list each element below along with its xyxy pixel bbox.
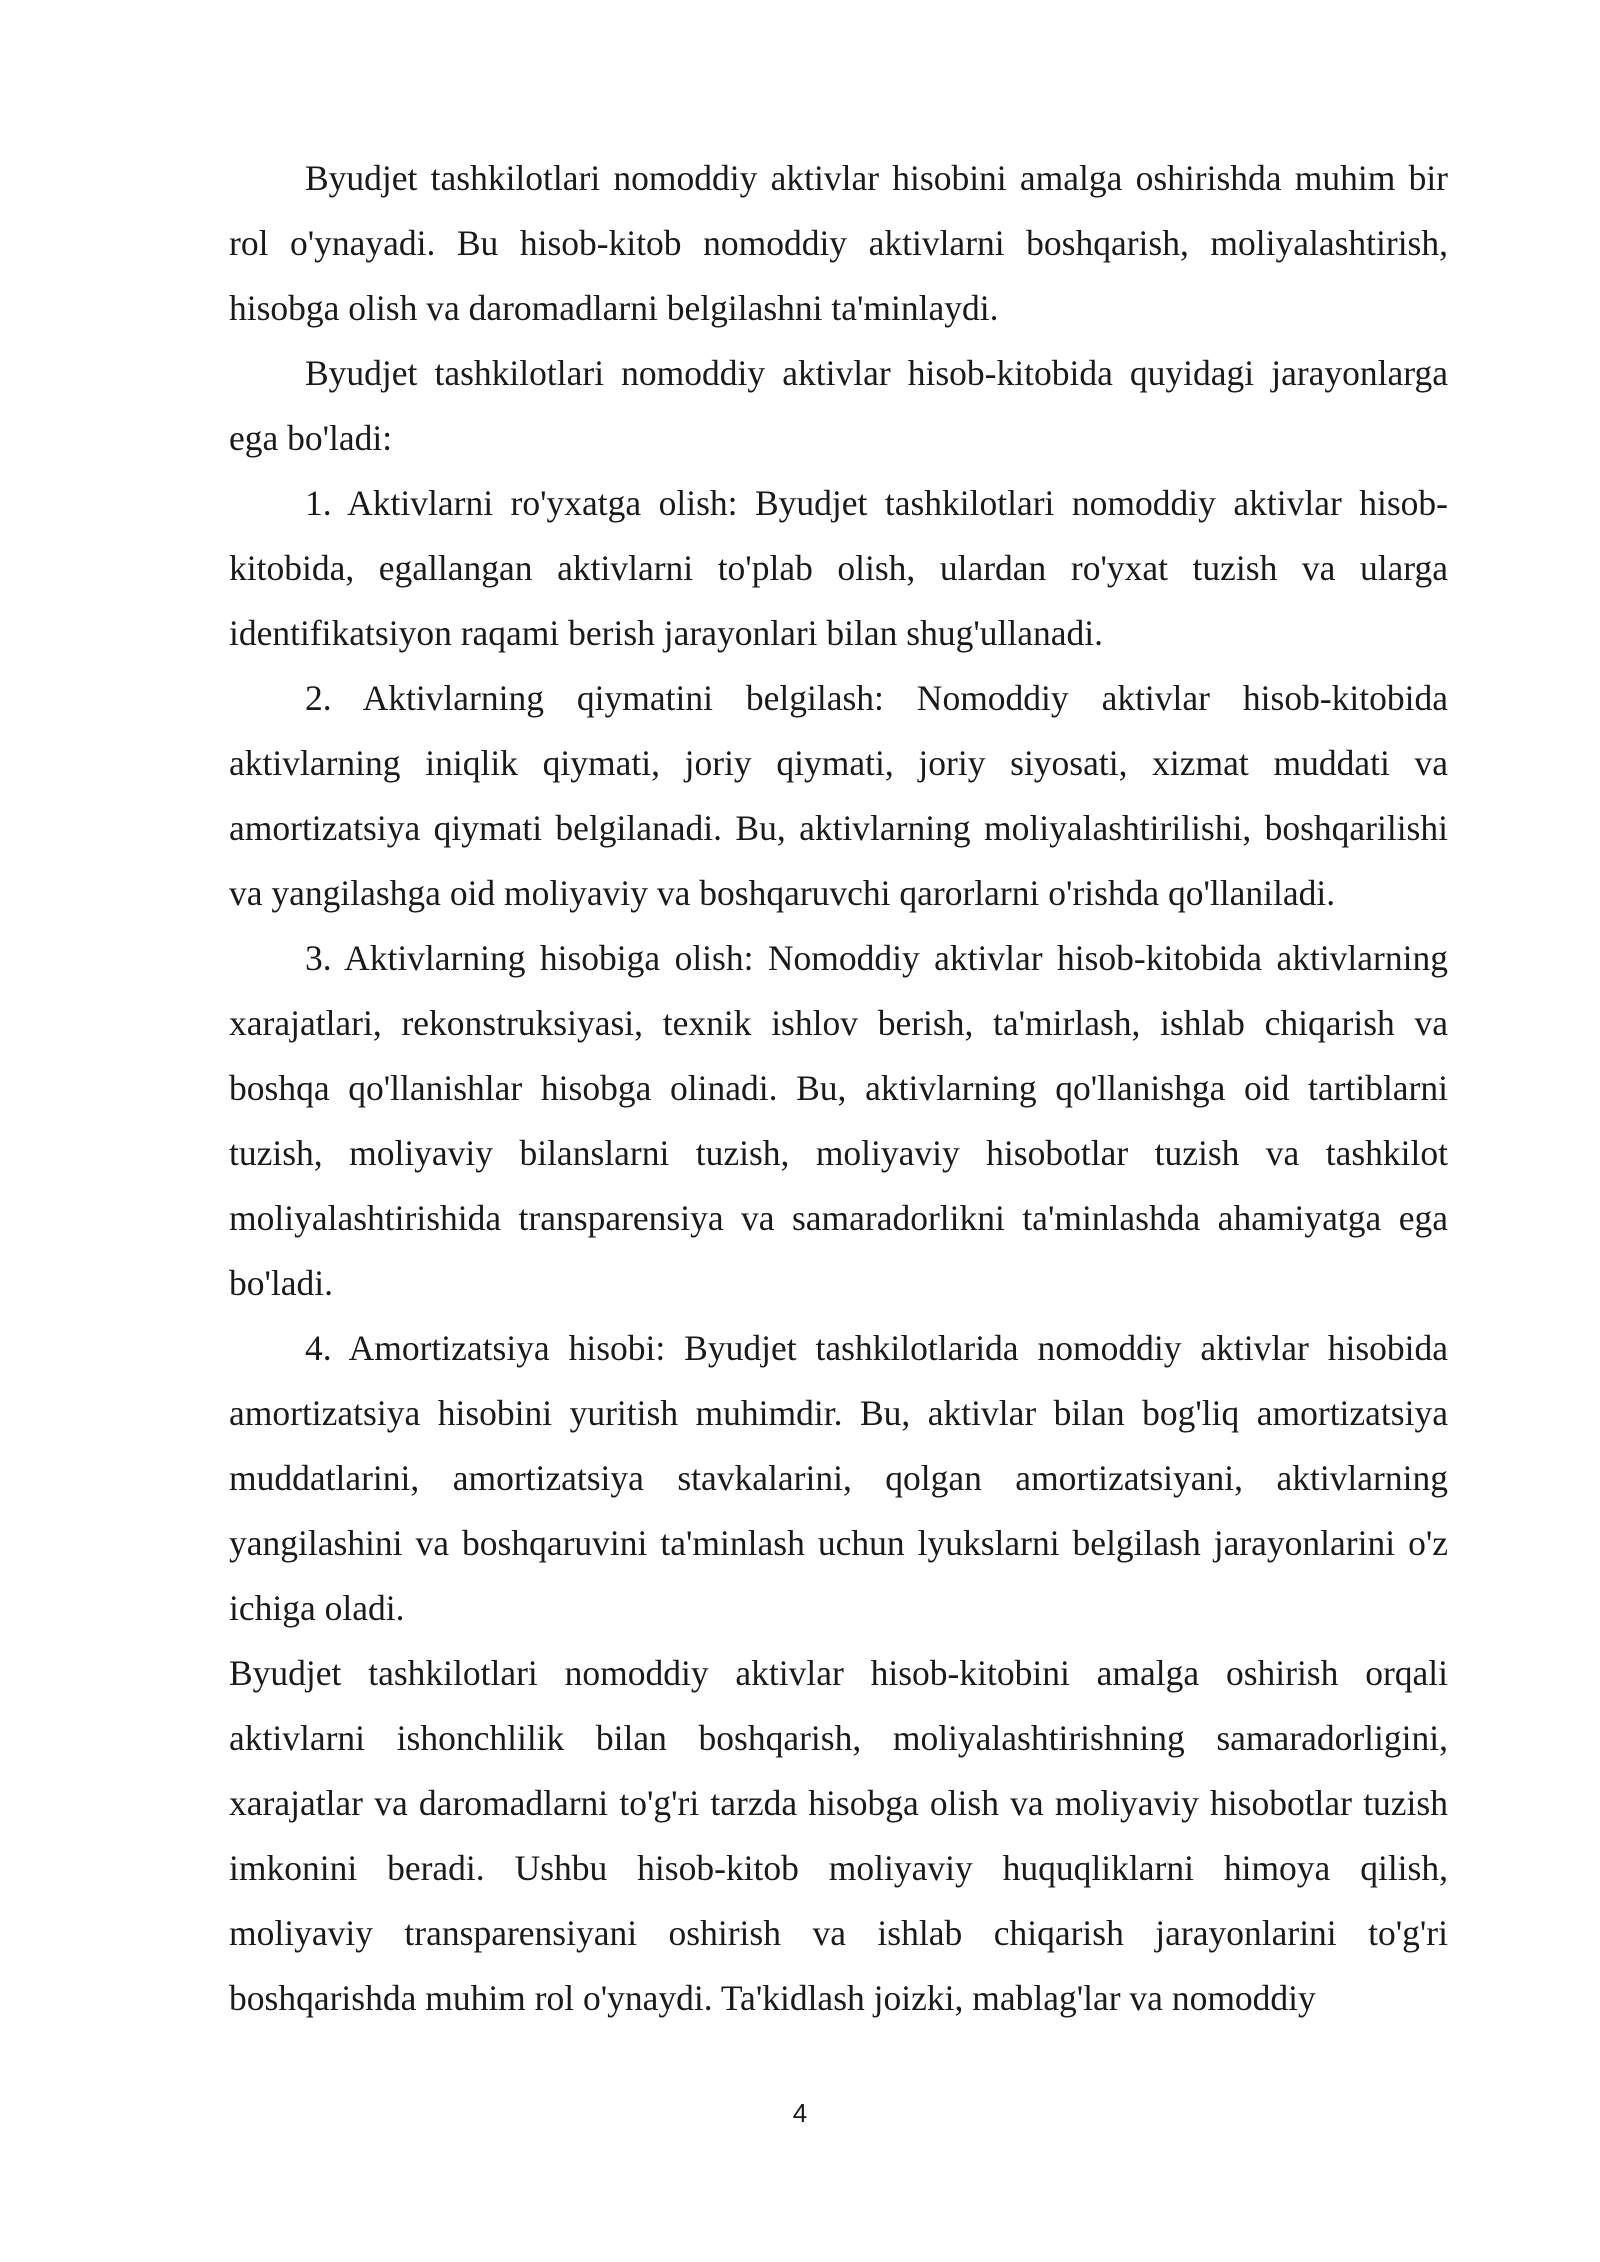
paragraph-processes-lead: Byudjet tashkilotlari nomoddiy aktivlar hisob-kitobida quyidagi jarayonlarga ega bo'ladi: bbox=[229, 353, 1448, 458]
document-body bbox=[229, 146, 1448, 2031]
paragraph-item-4: 4. Amortizatsiya hisobi: Byudjet tashkilotlarida nomoddiy aktivlar hisobida amortizatsiya hisobini yuritish muhimdir. Bu, aktivlar bilan bog'liq amortizatsiya muddatlarini, amortizatsiya stavkalarini, qolgan amortizatsiyani, aktivlarning yangilashini va boshqaruvini ta'minlash uchun lyukslarni belgilash jarayonlarini o'z ichiga oladi. bbox=[229, 1328, 1448, 1628]
paragraph-conclusion: Byudjet tashkilotlari nomoddiy aktivlar hisob-kitobini amalga oshirish orqali aktivlarni ishonchlilik bilan boshqarish, moliyalashtirishning samaradorligini, xarajatlar va daromadlarni to'g'ri tarzda hisobga olish va moliyaviy hisobotlar tuzish imkonini beradi. Ushbu hisob-kitob moliyaviy huquqliklarni himoya qilish, moliyaviy transparensiyani oshirish va ishlab chiqarish jarayonlarini to'g'ri boshqarishda muhim rol o'ynaydi. Ta'kidlash joizki, mablag'lar va nomoddiy bbox=[229, 1653, 1448, 2018]
paragraph-intro: Byudjet tashkilotlari nomoddiy aktivlar hisobini amalga oshirishda muhim bir rol o'ynayadi. Bu hisob-kitob nomoddiy aktivlarni boshqarish, moliyalashtirish, hisobga olish va daromadlarni belgilashni ta'minlaydi. bbox=[229, 158, 1448, 328]
paragraph-item-3: 3. Aktivlarning hisobiga olish: Nomoddiy aktivlar hisob-kitobida aktivlarning xarajatlari, rekonstruksiyasi, texnik ishlov berish, ta'mirlash, ishlab chiqarish va boshqa qo'llanishlar hisobga olinadi. Bu, aktivlarning qo'llanishga oid tartiblarni tuzish, moliyaviy bilanslarni tuzish, moliyaviy hisobotlar tuzish va tashkilot moliyalashtirishida transparensiya va samaradorlikni ta'minlashda ahamiyatga ega bo'ladi. bbox=[229, 938, 1448, 1303]
page-number: 4 bbox=[792, 2098, 808, 2128]
paragraph-item-2: 2. Aktivlarning qiymatini belgilash: Nomoddiy aktivlar hisob-kitobida aktivlarning iniqlik qiymati, joriy qiymati, joriy siyosati, xizmat muddati va amortizatsiya qiymati belgilanadi. Bu, aktivlarning moliyalashtirilishi, boshqarilishi va yangilashga oid moliyaviy va boshqaruvchi qarorlarni o'rishda qo'llaniladi. bbox=[229, 678, 1448, 913]
paragraph-item-1: 1. Aktivlarni ro'yxatga olish: Byudjet tashkilotlari nomoddiy aktivlar hisob-kitobida, egallangan aktivlarni to'plab olish, ulardan ro'yxat tuzish va ularga identifikatsiyon raqami berish jarayonlari bilan shug'ullanadi. bbox=[229, 483, 1448, 653]
